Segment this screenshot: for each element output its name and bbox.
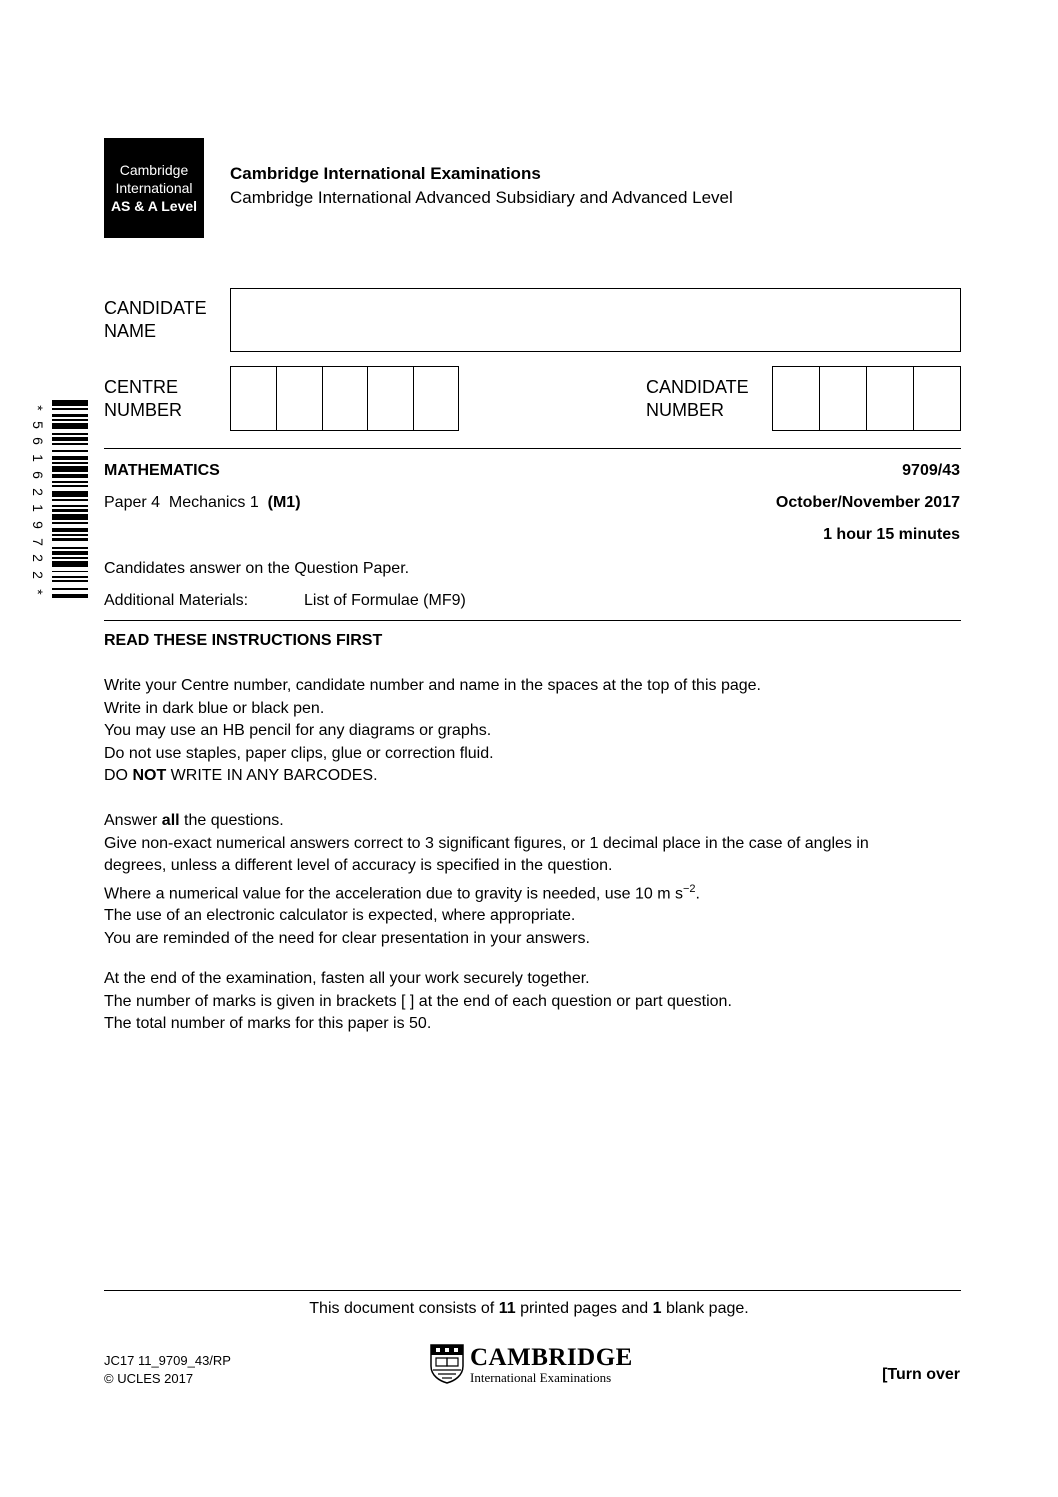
answer-post: the questions. bbox=[179, 812, 284, 829]
divider-middle bbox=[104, 620, 961, 621]
centre-number-digit-1[interactable] bbox=[231, 367, 277, 430]
paper-title-text: Paper 4 Mechanics 1 bbox=[104, 494, 268, 511]
page-count-printed: 11 bbox=[498, 1300, 516, 1317]
instructions-block-1 bbox=[104, 675, 964, 788]
cambridge-wordmark: CAMBRIDGE bbox=[470, 1344, 633, 1371]
gravity-pre: Where a numerical value for the acceleration due to gravity is needed, use 10 m s bbox=[104, 884, 683, 902]
barcode-digits bbox=[30, 400, 46, 600]
barcode-digit: 2 bbox=[30, 487, 46, 496]
candidate-name-label bbox=[104, 297, 207, 343]
barcode-instruction-bold: NOT bbox=[132, 767, 167, 784]
cambridge-as-a-level-logo bbox=[104, 138, 204, 238]
gravity-post: . bbox=[695, 884, 700, 902]
centre-number-digit-2[interactable] bbox=[277, 367, 323, 430]
candidate-number-digit-1[interactable] bbox=[773, 367, 820, 430]
paper-title bbox=[104, 494, 301, 512]
answer-note: Candidates answer on the Question Paper. bbox=[104, 560, 410, 577]
instructions-block-2 bbox=[104, 810, 964, 950]
instruction-line: The number of marks is given in brackets [ ] at the end of each question or part question. bbox=[104, 992, 732, 1010]
paper-code: 9709/43 bbox=[902, 462, 960, 479]
candidate-number-label bbox=[646, 376, 749, 422]
candidate-number-digit-3[interactable] bbox=[867, 367, 914, 430]
barcode-instruction-pre: DO bbox=[104, 767, 133, 784]
centre-number-label-line1: CENTRE bbox=[104, 377, 179, 397]
candidate-name-label-line1: CANDIDATE bbox=[104, 298, 207, 318]
instruction-line: Write your Centre number, candidate number and name in the spaces at the top of this page. bbox=[104, 677, 761, 694]
centre-number-digit-4[interactable] bbox=[368, 367, 414, 430]
page-count-mid: printed pages and bbox=[515, 1300, 653, 1317]
centre-number-label bbox=[104, 376, 182, 422]
barcode bbox=[52, 400, 88, 600]
barcode-digit: 2 bbox=[30, 554, 46, 563]
barcode-gap bbox=[52, 598, 88, 600]
cambridge-crest-icon bbox=[430, 1344, 464, 1384]
barcode-digit: 7 bbox=[30, 537, 46, 546]
copyright-notice: © UCLES 2017 bbox=[104, 1371, 194, 1386]
answer-bold: all bbox=[161, 812, 180, 829]
materials-label: Additional Materials: bbox=[104, 592, 249, 609]
instruction-line-gravity bbox=[104, 878, 964, 906]
barcode-instruction-post: WRITE IN ANY BARCODES. bbox=[166, 767, 378, 784]
instruction-line: Give non-exact numerical answers correct to 3 significant figures, or 1 decimal place in the case of angles in bbox=[104, 834, 869, 852]
instruction-line: Do not use staples, paper clips, glue or correction fluid. bbox=[104, 744, 494, 762]
barcode-digit: 5 bbox=[30, 420, 46, 429]
divider-footer bbox=[104, 1290, 961, 1291]
barcode-digit: * bbox=[30, 589, 46, 595]
candidate-number-label-line2: NUMBER bbox=[646, 400, 725, 420]
exam-duration: 1 hour 15 minutes bbox=[823, 526, 960, 543]
instruction-line: The total number of marks for this paper is 50. bbox=[104, 1015, 432, 1032]
barcode-digit: 6 bbox=[30, 470, 46, 479]
candidate-number-digit-4[interactable] bbox=[914, 367, 960, 430]
page-count-note bbox=[0, 1300, 1058, 1318]
page-count-post: blank page. bbox=[661, 1300, 749, 1317]
candidate-number-label-line1: CANDIDATE bbox=[646, 377, 749, 397]
subject-title: MATHEMATICS bbox=[104, 462, 220, 479]
materials-value: List of Formulae (MF9) bbox=[304, 592, 466, 609]
barcode-digit: 1 bbox=[30, 504, 46, 513]
barcode-digit: * bbox=[30, 405, 46, 411]
instruction-line: You are reminded of the need for clear presentation in your answers. bbox=[104, 929, 590, 947]
logo-line-3: AS & A Level bbox=[110, 198, 198, 214]
paper-title-component: (M1) bbox=[267, 494, 301, 511]
centre-number-digit-5[interactable] bbox=[414, 367, 458, 430]
logo-line-2: International bbox=[115, 180, 193, 196]
candidate-name-label-line2: NAME bbox=[104, 321, 157, 341]
answer-pre: Answer bbox=[104, 812, 162, 829]
exam-board-title: Cambridge International Examinations bbox=[230, 164, 541, 183]
barcode-digit: 6 bbox=[30, 437, 46, 446]
candidate-number-boxes bbox=[772, 366, 961, 431]
candidate-name-field[interactable] bbox=[230, 288, 961, 352]
instruction-line-answer bbox=[104, 810, 964, 833]
cambridge-wordmark-sub: International Examinations bbox=[470, 1370, 612, 1385]
instructions-heading: READ THESE INSTRUCTIONS FIRST bbox=[104, 632, 383, 649]
candidate-number-digit-2[interactable] bbox=[820, 367, 867, 430]
exam-session: October/November 2017 bbox=[775, 494, 960, 511]
logo-line-1: Cambridge bbox=[119, 162, 189, 178]
exam-level-subtitle: Cambridge International Advanced Subsidiary and Advanced Level bbox=[230, 188, 733, 207]
barcode-digit: 1 bbox=[30, 454, 46, 463]
divider-top bbox=[104, 448, 961, 449]
instruction-line: The use of an electronic calculator is expected, where appropriate. bbox=[104, 907, 576, 925]
reference-code: JC17 11_9709_43/RP bbox=[104, 1353, 231, 1368]
page-count-pre: This document consists of bbox=[309, 1300, 499, 1317]
barcode-digit: 9 bbox=[30, 521, 46, 529]
centre-number-label-line2: NUMBER bbox=[104, 400, 183, 420]
gravity-exponent: −2 bbox=[682, 882, 696, 895]
centre-number-digit-3[interactable] bbox=[323, 367, 368, 430]
instruction-line: At the end of the examination, fasten all your work securely together. bbox=[104, 970, 590, 987]
instruction-line: You may use an HB pencil for any diagrams or graphs. bbox=[104, 722, 492, 739]
turn-over-note: [Turn over bbox=[882, 1366, 960, 1383]
instruction-line: Write in dark blue or black pen. bbox=[104, 699, 325, 717]
instruction-line-barcodes bbox=[104, 765, 964, 788]
centre-number-boxes bbox=[230, 366, 459, 431]
instructions-block-3 bbox=[104, 968, 964, 1036]
barcode-digit: 2 bbox=[30, 571, 46, 580]
page-count-blank: 1 bbox=[652, 1300, 662, 1317]
instruction-line: degrees, unless a different level of accuracy is specified in the question. bbox=[104, 857, 613, 874]
